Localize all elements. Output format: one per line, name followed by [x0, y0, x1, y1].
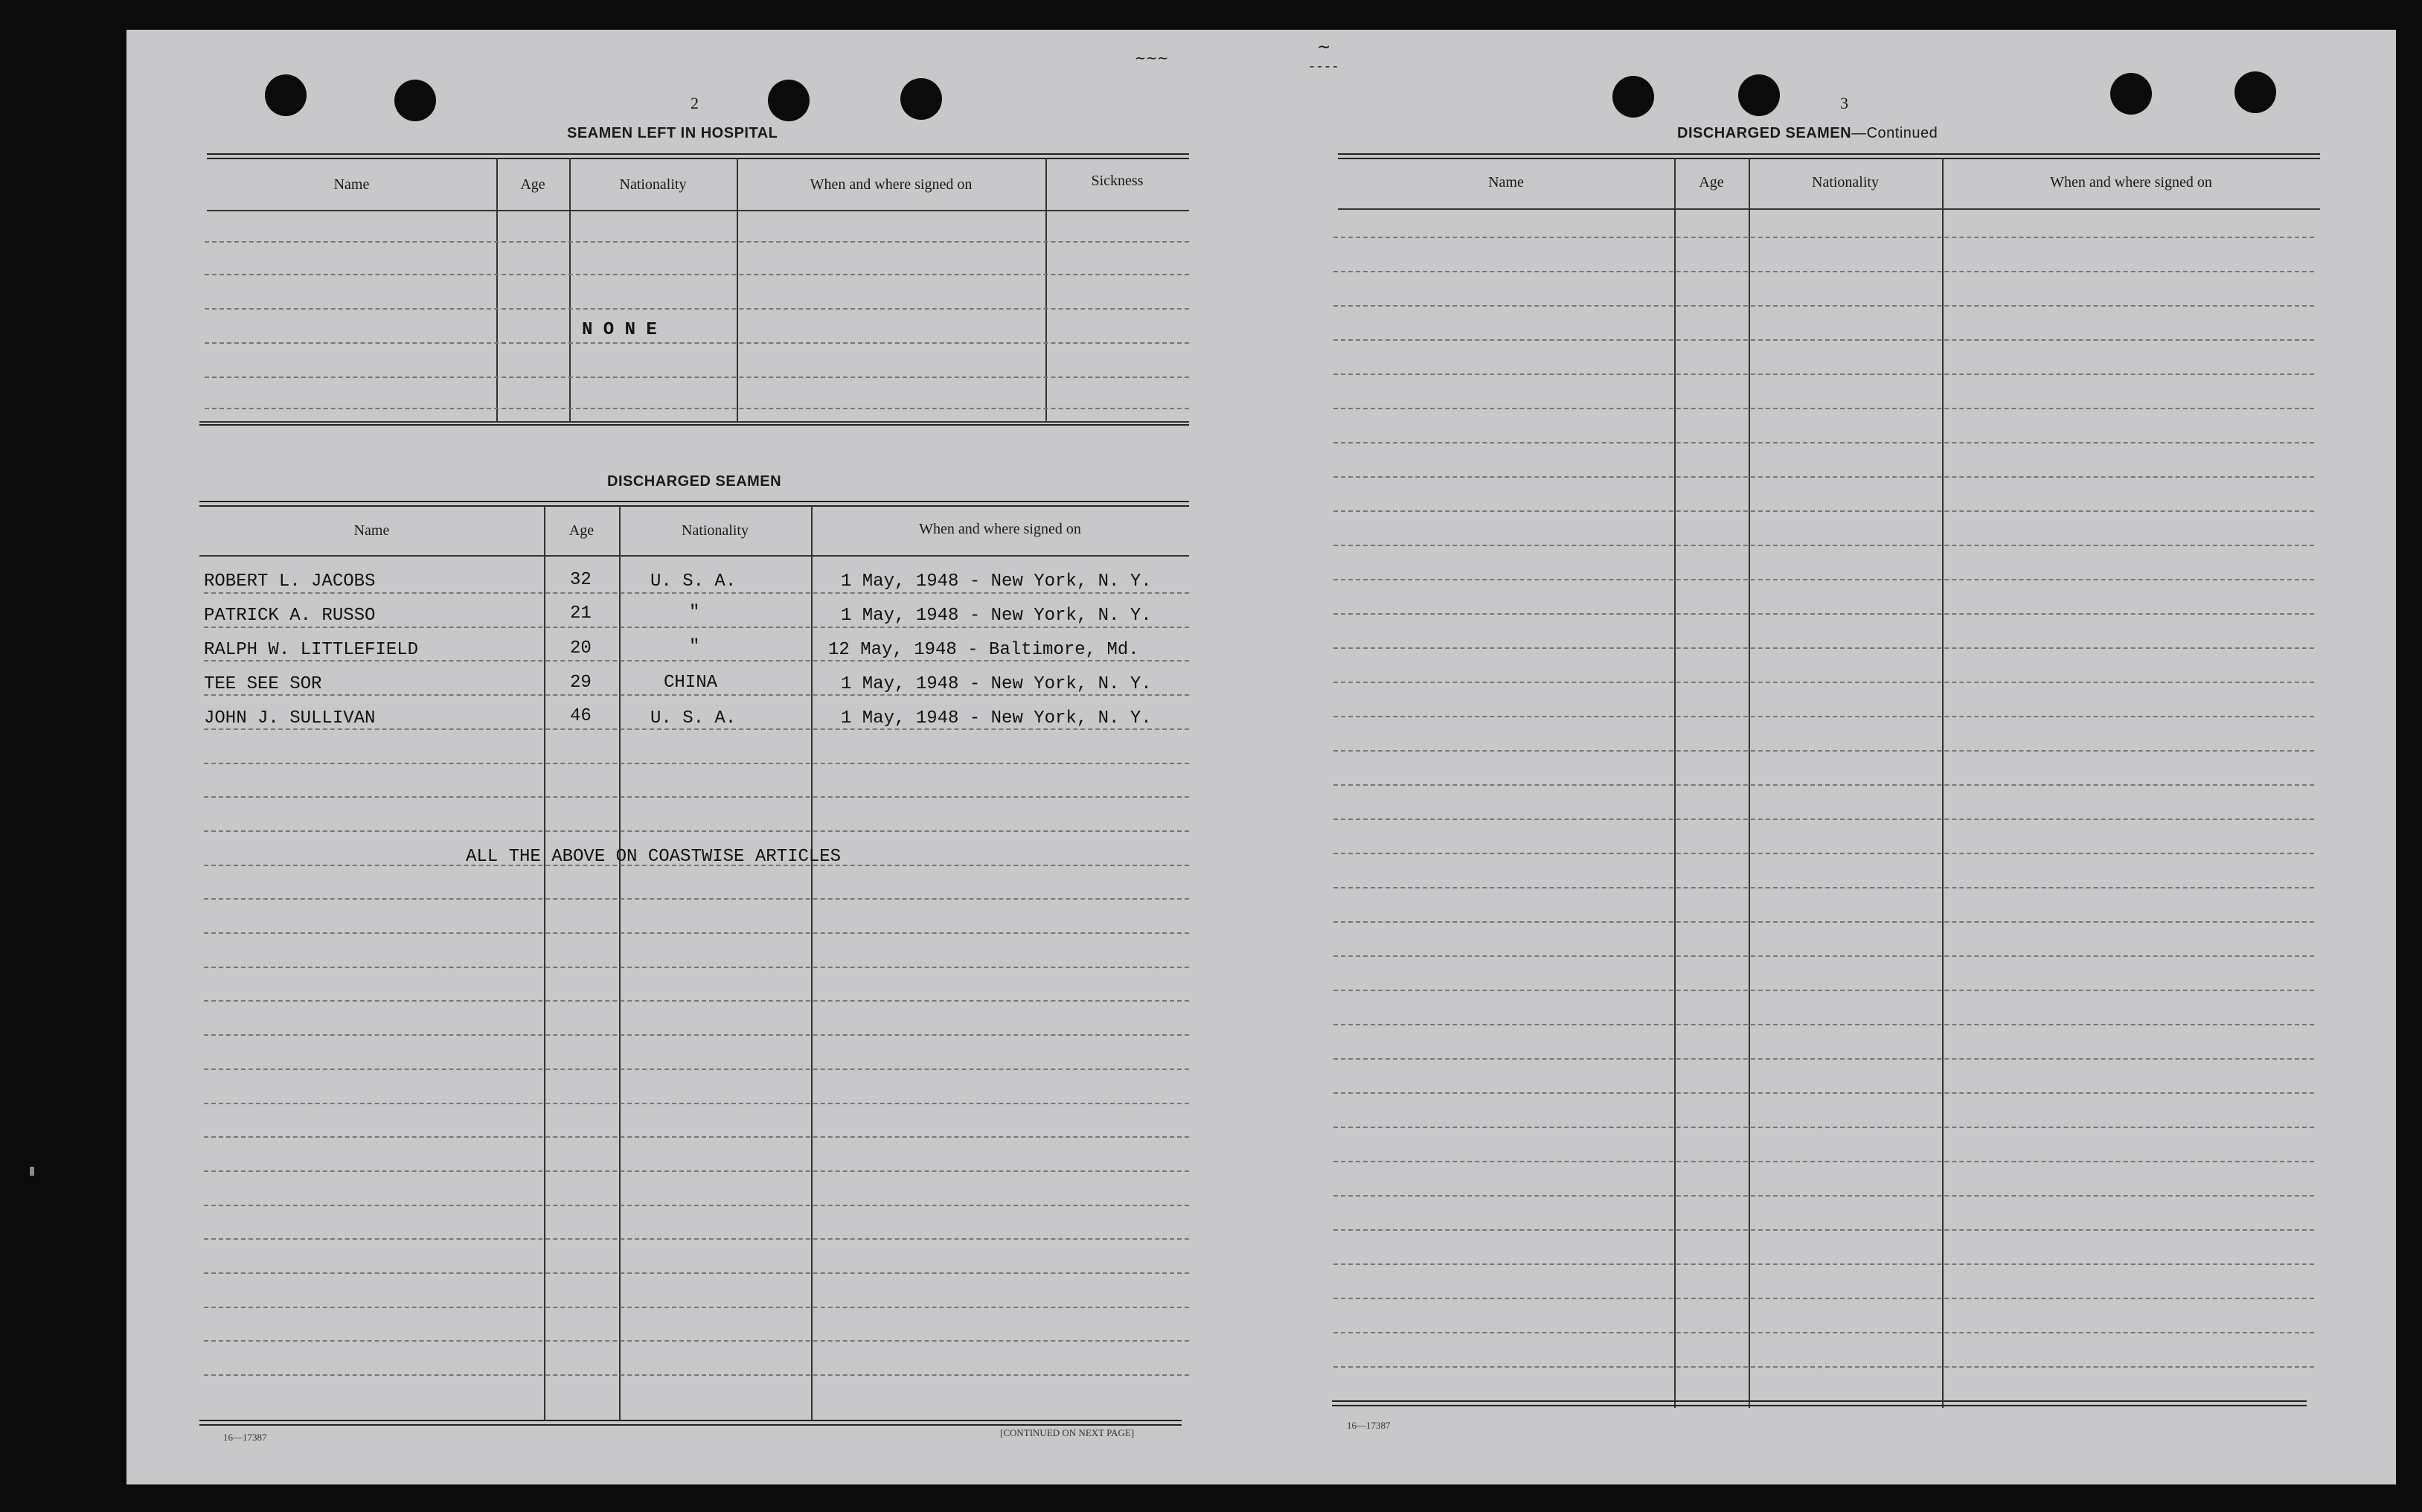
ruled-line: [1333, 237, 2314, 238]
ruled-line: [204, 967, 1189, 968]
right-col-divider: [1749, 158, 1750, 1408]
hospital-ruled-line: [205, 342, 1189, 344]
seaman-age: 20: [570, 638, 592, 659]
seaman-nationality: U. S. A.: [650, 571, 737, 592]
ruled-line: [1333, 1024, 2314, 1025]
ruled-line: [204, 1307, 1189, 1308]
ruled-line: [204, 694, 1189, 696]
ruled-line: [1333, 990, 2314, 991]
punch-hole: [900, 78, 942, 120]
ruled-line: [204, 932, 1189, 934]
seaman-nationality: ": [689, 637, 700, 657]
ruled-line: [204, 1000, 1189, 1002]
ruled-line: [1333, 1298, 2314, 1299]
seaman-age: 29: [570, 673, 592, 693]
discharged-col-signed-header: When and where signed on: [919, 521, 1081, 537]
ruled-line: [204, 660, 1189, 662]
hospital-col-divider: [737, 158, 738, 423]
right-col-nationality-header: Nationality: [1812, 174, 1879, 190]
ruled-line: [1333, 1229, 2314, 1231]
hospital-col-signed-header: When and where signed on: [810, 176, 973, 193]
ruled-line: [204, 592, 1189, 594]
ruled-line: [1333, 613, 2314, 615]
hospital-col-age-header: Age: [520, 176, 545, 193]
right-table-bottom-rule: [1332, 1400, 2307, 1406]
discharged-col-divider: [811, 506, 813, 1421]
ruled-line: [204, 830, 1189, 832]
ruled-line: [204, 763, 1189, 764]
ruled-line: [204, 1103, 1189, 1104]
ruled-line: [204, 1136, 1189, 1138]
discharged-header-rule: [199, 555, 1189, 557]
ruled-line: [204, 796, 1189, 798]
hospital-col-divider: [1045, 158, 1047, 423]
ruled-line: [1333, 1263, 2314, 1265]
hospital-ruled-line: [205, 408, 1189, 409]
hospital-ruled-line: [205, 241, 1189, 243]
hospital-table-top-rule: [207, 153, 1189, 159]
seaman-name: RALPH W. LITTLEFIELD: [204, 640, 419, 660]
ruled-line: [204, 1170, 1189, 1172]
scan-mark: ∼∼∼: [1135, 51, 1169, 65]
ruled-line: [1333, 374, 2314, 375]
discharged-section-title: DISCHARGED SEAMEN: [607, 473, 782, 490]
right-col-divider: [1942, 158, 1944, 1408]
punch-hole: [2110, 73, 2152, 115]
seaman-name: PATRICK A. RUSSO: [204, 606, 376, 626]
ruled-line: [1333, 1332, 2314, 1333]
ruled-line: [204, 1205, 1189, 1206]
seaman-age: 21: [570, 603, 592, 624]
scan-mark: - - - -: [1310, 58, 1338, 73]
ruled-line: [1333, 271, 2314, 272]
hospital-bottom-double-rule: [199, 424, 1189, 426]
ruled-line: [1333, 955, 2314, 957]
right-col-age-header: Age: [1699, 174, 1724, 190]
ruled-line: [1333, 510, 2314, 512]
ruled-line: [1333, 1195, 2314, 1197]
seaman-name: JOHN J. SULLIVAN: [204, 708, 376, 728]
page-number-left: 2: [691, 94, 699, 112]
discharged-table-bottom-rule: [199, 1420, 1182, 1426]
seaman-nationality: ": [689, 603, 700, 623]
punch-hole: [1738, 74, 1780, 116]
ruled-line: [204, 1238, 1189, 1240]
hospital-col-divider: [496, 158, 498, 423]
seaman-nationality: CHINA: [664, 673, 718, 693]
punch-hole: [2234, 71, 2276, 113]
right-col-divider: [1674, 158, 1676, 1408]
ruled-line: [1333, 716, 2314, 717]
seaman-signed-on: 1 May, 1948 - New York, N. Y.: [841, 571, 1152, 592]
hospital-ruled-line: [205, 377, 1189, 378]
document-sheet: [126, 30, 2396, 1484]
seaman-nationality: U. S. A.: [650, 708, 737, 728]
seaman-age: 32: [570, 570, 592, 590]
discharged-col-name-header: Name: [353, 522, 390, 539]
form-number-left: 16—17387: [223, 1432, 267, 1443]
hospital-none-entry: N O N E: [582, 320, 657, 340]
ruled-line: [1333, 1127, 2314, 1128]
ruled-line: [1333, 853, 2314, 854]
hospital-section-title: SEAMEN LEFT IN HOSPITAL: [567, 125, 778, 141]
ruled-line: [1333, 750, 2314, 752]
seaman-signed-on: 1 May, 1948 - New York, N. Y.: [841, 606, 1152, 626]
ruled-line: [204, 1034, 1189, 1036]
ruled-line: [1333, 784, 2314, 786]
ruled-line: [204, 1272, 1189, 1274]
ruled-line: [1333, 442, 2314, 443]
continued-title-main: DISCHARGED SEAMEN: [1677, 125, 1852, 141]
ruled-line: [204, 1340, 1189, 1342]
scan-edge-mark: [30, 1167, 34, 1176]
discharged-col-age-header: Age: [568, 522, 595, 539]
hospital-col-nationality-header: Nationality: [619, 176, 687, 193]
ruled-line: [204, 728, 1189, 730]
punch-hole: [1612, 76, 1654, 118]
punch-hole: [768, 80, 810, 121]
coastwise-note: ALL THE ABOVE ON COASTWISE ARTICLES: [466, 847, 842, 867]
right-col-signed-header: When and where signed on: [2050, 174, 2212, 190]
ruled-line: [204, 898, 1189, 900]
seaman-signed-on: 12 May, 1948 - Baltimore, Md.: [828, 640, 1139, 660]
ruled-line: [1333, 921, 2314, 923]
hospital-col-sickness-header: Sickness: [1091, 173, 1144, 189]
ruled-line: [204, 1069, 1189, 1070]
discharged-col-divider: [544, 506, 545, 1421]
discharged-table-top-rule: [199, 501, 1189, 507]
hospital-bottom-rule: [199, 421, 1189, 423]
right-table-top-rule: [1338, 153, 2320, 159]
ruled-line: [1333, 1161, 2314, 1162]
scan-mark: ∼: [1317, 37, 1331, 56]
ruled-line: [204, 627, 1189, 628]
hospital-header-rule: [207, 210, 1189, 211]
hospital-col-divider: [569, 158, 571, 423]
seaman-name: ROBERT L. JACOBS: [204, 571, 376, 592]
ruled-line: [1333, 545, 2314, 546]
seaman-signed-on: 1 May, 1948 - New York, N. Y.: [841, 708, 1152, 728]
ruled-line: [1333, 408, 2314, 409]
continued-title-suffix: —Continued: [1851, 125, 1938, 141]
ruled-line: [1333, 887, 2314, 888]
ruled-line: [1333, 1366, 2314, 1368]
continued-section-title: [1677, 125, 1938, 142]
right-header-rule: [1338, 208, 2320, 210]
form-number-right: 16—17387: [1347, 1420, 1391, 1431]
seaman-name: TEE SEE SOR: [204, 674, 322, 694]
ruled-line: [1333, 819, 2314, 820]
ruled-line: [1333, 682, 2314, 683]
page-number-right: 3: [1840, 94, 1848, 112]
ruled-line: [1333, 1058, 2314, 1060]
punch-hole: [265, 74, 307, 116]
hospital-ruled-line: [205, 308, 1189, 310]
ruled-line: [1333, 339, 2314, 341]
hospital-ruled-line: [205, 274, 1189, 275]
ruled-line: [1333, 476, 2314, 478]
continued-note: [CONTINUED ON NEXT PAGE]: [1000, 1427, 1135, 1438]
ruled-line: [204, 1374, 1189, 1376]
ruled-line: [1333, 305, 2314, 307]
seaman-age: 46: [570, 706, 592, 726]
discharged-col-nationality-header: Nationality: [682, 522, 749, 539]
right-col-name-header: Name: [1488, 174, 1524, 190]
punch-hole: [394, 80, 436, 121]
discharged-col-divider: [619, 506, 621, 1421]
ruled-line: [1333, 579, 2314, 580]
ruled-line: [1333, 647, 2314, 649]
hospital-col-name-header: Name: [333, 176, 370, 193]
seaman-signed-on: 1 May, 1948 - New York, N. Y.: [841, 674, 1152, 694]
ruled-line: [1333, 1092, 2314, 1094]
